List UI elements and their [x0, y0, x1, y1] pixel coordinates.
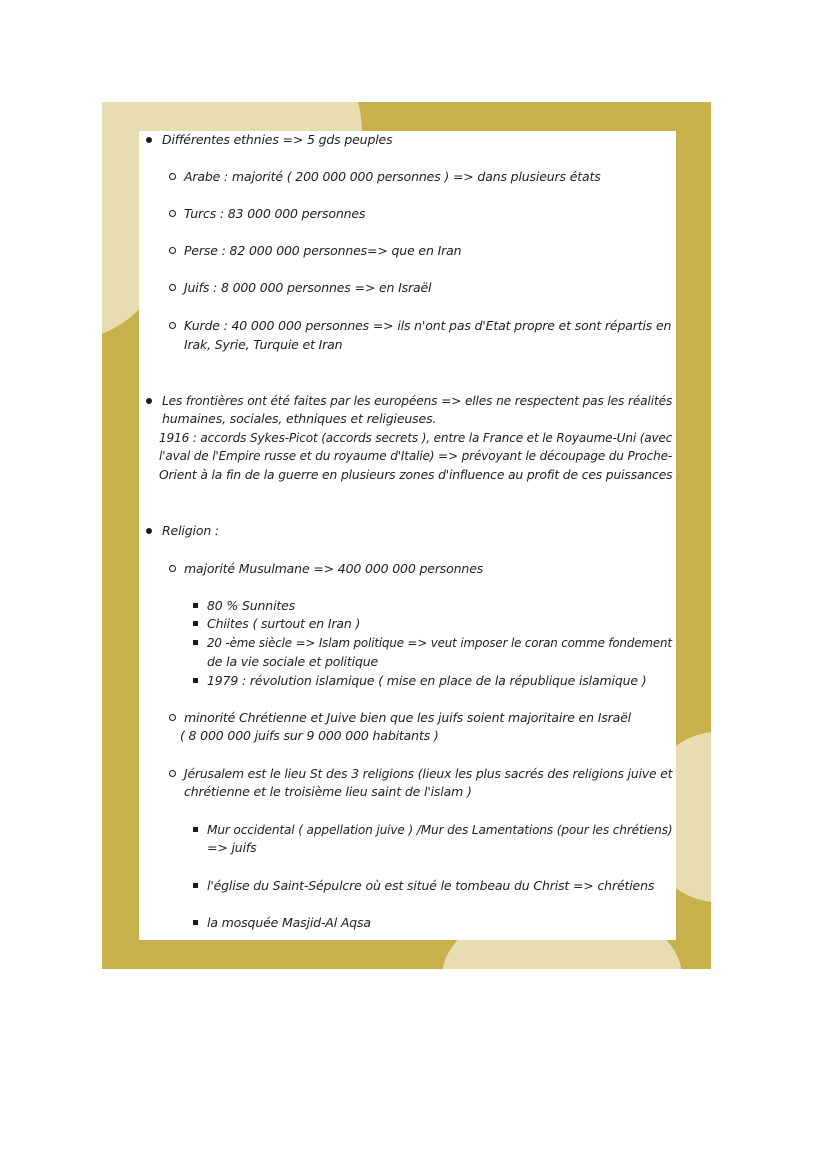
bullet-disc: [146, 528, 152, 534]
list-item: Perse : 82 000 000 personnes=> que en Iran: [184, 243, 462, 258]
list-item: majorité Musulmane => 400 000 000 personnes: [184, 561, 484, 576]
bullet-square: [193, 640, 198, 645]
frontieres-line: Orient à la fin de la guerre en plusieurs zones d'influence au profit de ces puissances: [159, 467, 673, 482]
list-item: 1979 : révolution islamique ( mise en place de la république islamique ): [207, 673, 647, 688]
frontieres-line: 1916 : accords Sykes-Picot (accords secrets ), entre la France et le Royaume-Uni (avec: [159, 430, 673, 445]
list-item: l'église du Saint-Sépulcre où est situé le tombeau du Christ => chrétiens: [207, 878, 655, 893]
list-item: Turcs : 83 000 000 personnes: [184, 206, 366, 221]
list-item: Kurde : 40 000 000 personnes => ils n'ont pas d'Etat propre et sont répartis en: [184, 318, 672, 333]
list-item-continuation: chrétienne et le troisième lieu saint de l'islam ): [184, 784, 472, 799]
bullet-circle: [169, 565, 176, 572]
bullet-circle: [169, 247, 176, 254]
frontieres-line: humaines, sociales, ethniques et religieuses.: [162, 411, 437, 426]
bullet-square: [193, 603, 198, 608]
list-item: la mosquée Masjid-Al Aqsa: [207, 915, 371, 930]
bullet-disc: [146, 137, 152, 143]
list-item-continuation: => juifs: [207, 840, 257, 855]
frontieres-line: Les frontières ont été faites par les européens => elles ne respectent pas les réalités: [162, 393, 673, 408]
frontieres-line: l'aval de l'Empire russe et du royaume d'Italie) => prévoyant le découpage du Proche-: [159, 448, 673, 463]
list-item-continuation: de la vie sociale et politique: [207, 654, 379, 669]
bullet-square: [193, 883, 198, 888]
list-item: Jérusalem est le lieu St des 3 religions (lieux les plus sacrés des religions juive et: [184, 766, 673, 781]
list-item: Arabe : majorité ( 200 000 000 personnes ) => dans plusieurs états: [184, 169, 601, 184]
list-item-continuation: ( 8 000 000 juifs sur 9 000 000 habitants ): [180, 728, 439, 743]
list-item: 20 -ème siècle => Islam politique => veut imposer le coran comme fondement: [207, 635, 672, 650]
list-item: Mur occidental ( appellation juive ) /Mur des Lamentations (pour les chrétiens): [207, 822, 673, 837]
bullet-circle: [169, 322, 176, 329]
bullet-circle: [169, 770, 176, 777]
bullet-disc: [146, 398, 152, 404]
section-heading-ethnies: Différentes ethnies => 5 gds peuples: [162, 132, 393, 147]
list-item: Chiites ( surtout en Iran ): [207, 616, 361, 631]
bullet-circle: [169, 210, 176, 217]
bullet-square: [193, 678, 198, 683]
list-item: 80 % Sunnites: [207, 598, 296, 613]
bullet-square: [193, 920, 198, 925]
list-item-continuation: Irak, Syrie, Turquie et Iran: [184, 337, 343, 352]
bullet-circle: [169, 284, 176, 291]
list-item: minorité Chrétienne et Juive bien que les juifs soient majoritaire en Israël: [184, 710, 631, 725]
bullet-circle: [169, 173, 176, 180]
bullet-circle: [169, 714, 176, 721]
bullet-square: [193, 621, 198, 626]
section-heading-religion: Religion :: [162, 523, 219, 538]
list-item: Juifs : 8 000 000 personnes => en Israël: [184, 280, 432, 295]
bullet-square: [193, 827, 198, 832]
